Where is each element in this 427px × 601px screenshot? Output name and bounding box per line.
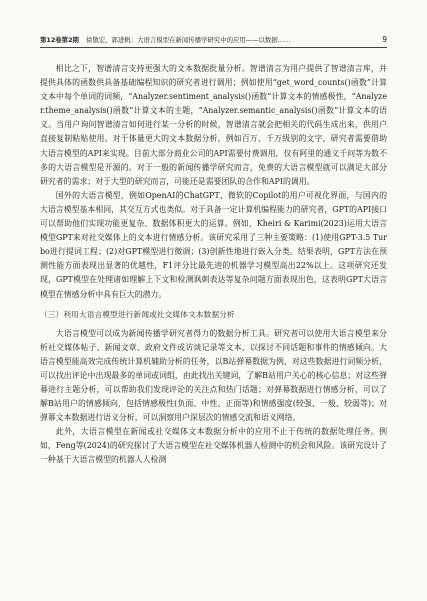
page-number: 9 [382, 35, 387, 44]
paragraph: 此外，大语言模型在新闻或社交媒体文本数据分析中的应用不止于传统的数据处理任务。例如，Feng等(2024)的研究探讨了大语言模型在社交媒体机器人检测中的机会和风险。该研究设计了一种基于大语言模型的机器人人检测 [40, 427, 387, 465]
running-header [40, 33, 387, 48]
running-title: 徐敬宏，郭进帆：大语言模型在新闻传播学研究中的应用——以数据…… [86, 36, 291, 44]
paragraph: 大语言模型可以成为新闻传播学研究者得力的数据分析工具。研究者可以使用大语言模型来分析社交媒体帖子、新闻文章、政府文件或访谈记录等文本，以探讨不同话题和事件的情感倾向。大语言模型能高效完成传统计算机辅助分析的任务，以B站弹幕数据为例，对这些数据进行词频分析，可以找出评论中出现最多的单词或词组，由此找出关键词，了解B站用户关心的核心信息；对这些弹幕进行主题分析，可以帮助我们发现评论的关注点和热门话题；对弹幕数据进行情感分析，可以了解B站用户的情感倾向，包括情感极性(负面、中性、正面等)和情感强度(较强、一般、较弱等)；对弹幕文本数据进行语义分析，可以洞察用户深层次的情感交流和语义网络。 [40, 328, 387, 423]
journal-issue: 第12卷第2期 [40, 36, 79, 44]
paragraph: 相比之下，智谱清言支持更强大的文本数据批量分析。智谱清言为用户提供了智谱清言库，并提供具体的函数供具备基础编程知识的研究者进行调用；例如使用“get_word_counts()函数”计算文本中每个单词的词频，“Analyzer.sentiment_analysis()函数”计算文本的情感极性，“Analyzer.theme_analysis()函数”计算文本的主题，“Analyzer.semantic_analysis()函数”计算文本的语义。当用户询问智谱清言如何进行某一分析的时候，智谱清言就会把相关的代码生成出来，供用户直接复制粘贴使用。对于体量更大的文本数据分析，例如百万、千万级别的文字，研究者需要借助大语言模型的API来实现。目前大部分商业公司的API需要付费调用，仅有阿里的通义千问等为数不多的大语言模型是开源的。对于一般的新闻传播学研究而言，免费的大语言模型就可以满足大部分研究者的需求；对于大型的研究而言，可能还是需要团队的合作和API的调用。 [40, 64, 387, 186]
body-text [40, 62, 387, 468]
paragraph: 国外的大语言模型，例如OpenAI的ChatGPT、微软的Copilot的用户可视化界面，与国内的大语言模型基本相同，其交互方式也类似。对于具备一定计算机编程能力的研究者，GPT的API接口可以帮助他们实现功能更复杂、数据体积更大的运算。例如，Kheiri & Karimi(2023)运用大语言模型GPT来对社交媒体上的文本进行情感分析。该研究采用了三种主要策略：(1)使用GPT-3.5 Turbo进行提词工程；(2)对GPT模型进行微调；(3)创新性地进行嵌入分类。结果表明，GPT方法在预测性能方面表现出显著的优越性，F1评分比最先进的机器学习模型高出22%以上。这项研究还发现，GPT模型在处理诸如理解上下文和检测讽刺表达等复杂问题方面表现出色，这表明GPT大语言模型在情感分析中具有巨大的潜力。 [40, 190, 387, 299]
section-heading: （三）利用大语言模型进行新闻或社交媒体文本数据分析 [40, 309, 235, 319]
